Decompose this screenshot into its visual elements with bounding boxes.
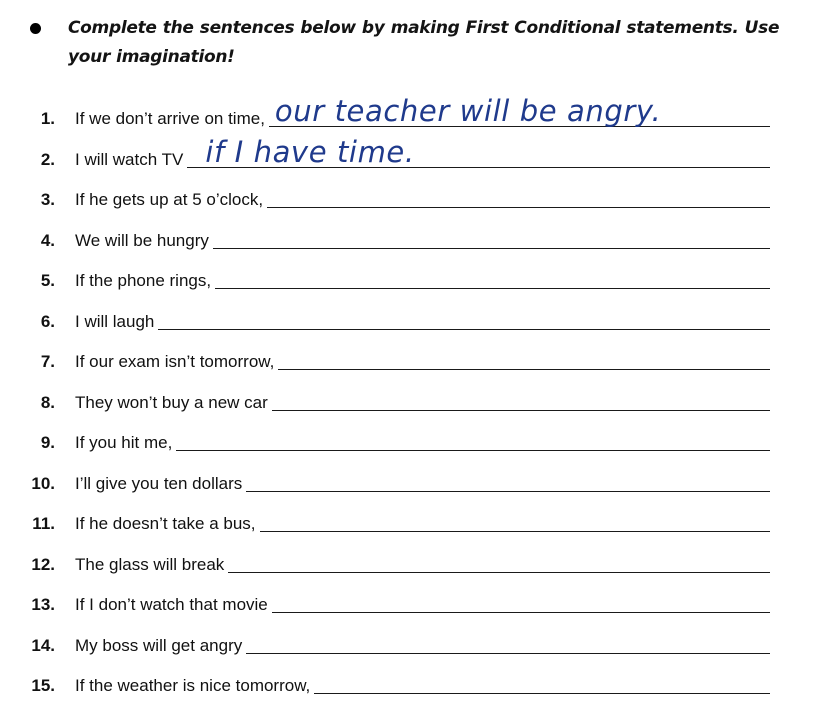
item-number: 11. [32, 514, 55, 533]
item-number: 9. [40, 433, 55, 452]
item-number: 3. [40, 190, 55, 209]
handwritten-answer: our teacher will be angry. [274, 94, 662, 128]
item-number: 8. [40, 393, 55, 412]
item-prompt: I’ll give you ten dollars [75, 474, 243, 493]
exercise-item-10 [0, 464, 821, 494]
item-number: 14. [31, 636, 55, 655]
item-number: 10. [31, 474, 55, 493]
item-prompt: They won’t buy a new car [75, 393, 268, 412]
answer-blank[interactable] [187, 137, 770, 168]
answer-blank[interactable] [158, 299, 770, 330]
answer-blank[interactable] [269, 96, 770, 127]
item-number: 1. [40, 109, 55, 128]
item-number: 2. [40, 150, 55, 169]
exercise-item-11 [0, 504, 821, 534]
item-number: 7. [40, 352, 55, 371]
item-prompt: If the phone rings, [75, 271, 212, 290]
exercise-item-6 [0, 302, 821, 332]
exercise-item-2 [0, 135, 821, 170]
item-prompt: If you hit me, [75, 433, 173, 452]
exercise-item-9 [0, 423, 821, 453]
exercise-item-13 [0, 585, 821, 615]
answer-blank[interactable] [228, 542, 770, 573]
answer-blank[interactable] [272, 380, 770, 411]
item-prompt: If he gets up at 5 o’clock, [75, 190, 264, 209]
exercise-item-5 [0, 261, 821, 291]
item-prompt: I will laugh [75, 312, 155, 331]
item-prompt: If he doesn’t take a bus, [75, 514, 256, 533]
exercise-item-15 [0, 666, 821, 696]
item-prompt: If our exam isn’t tomorrow, [75, 352, 275, 371]
instruction-block [30, 14, 790, 72]
item-number: 13. [31, 595, 55, 614]
item-number: 5. [40, 271, 55, 290]
handwritten-answer: if I have time. [205, 135, 415, 169]
item-prompt: We will be hungry [75, 231, 209, 250]
item-prompt: My boss will get angry [75, 636, 243, 655]
exercise-item-14 [0, 626, 821, 656]
item-prompt: If we don’t arrive on time, [75, 109, 265, 128]
answer-blank[interactable] [267, 177, 770, 208]
item-prompt: If I don’t watch that movie [75, 595, 268, 614]
bullet-icon [30, 23, 41, 34]
item-prompt: If the weather is nice tomorrow, [75, 676, 311, 695]
answer-blank[interactable] [176, 420, 770, 451]
answer-blank[interactable] [246, 461, 770, 492]
answer-blank[interactable] [215, 258, 770, 289]
item-prompt: I will watch TV [75, 150, 184, 169]
answer-blank[interactable] [213, 218, 770, 249]
answer-blank[interactable] [246, 623, 770, 654]
instruction-text: Complete the sentences below by making First Conditional statements. Use your imagination! [68, 18, 780, 67]
item-number: 12. [31, 555, 55, 574]
item-number: 15. [31, 676, 55, 695]
answer-blank[interactable] [314, 663, 770, 694]
exercise-item-12 [0, 545, 821, 575]
exercise-item-4 [0, 221, 821, 251]
item-number: 6. [40, 312, 55, 331]
item-prompt: The glass will break [75, 555, 225, 574]
exercise-item-7 [0, 342, 821, 372]
item-number: 4. [40, 231, 55, 250]
exercise-item-3 [0, 180, 821, 210]
answer-blank[interactable] [278, 339, 770, 370]
answer-blank[interactable] [272, 582, 770, 613]
exercise-item-8 [0, 383, 821, 413]
answer-blank[interactable] [260, 501, 770, 532]
exercise-item-1 [0, 94, 821, 129]
